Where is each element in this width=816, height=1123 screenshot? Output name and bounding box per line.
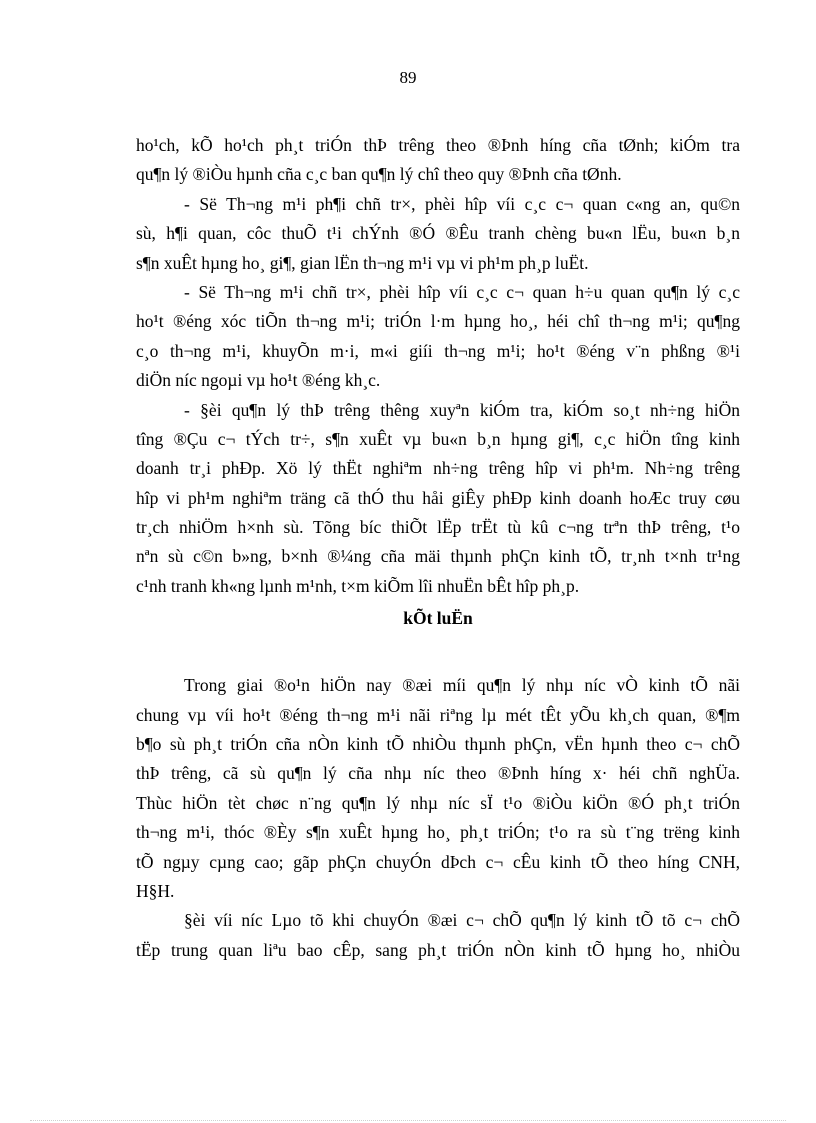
page-number: 89 (399, 68, 417, 87)
text-line: Trong giai ®o¹n hiÖn nay ®æi míi qu¶n lý nhµ níc vÒ kinh tÕ nãi (184, 675, 740, 696)
body-section-after-heading (136, 671, 740, 965)
text-line: doanh tr¸i phÐp. Xö lý thËt nghiªm nh÷ng trêng hîp vi ph¹m. Nh÷ng trêng (136, 458, 740, 479)
text-line: s¶n xuÊt hµng ho¸ gi¶, gian lËn th¬ng m¹i vµ vi ph¹m ph¸p luËt. (136, 252, 589, 273)
heading-spacer (136, 633, 740, 671)
text-line: - Së Th¬ng m¹i chñ tr×, phèi hîp víi c¸c c¬ quan h÷u quan qu¶n lý c¸c (184, 281, 740, 302)
text-line: qu¶n lý ®iÒu hµnh cña c¸c ban qu¶n lý chî theo quy ®Þnh cña tØnh. (136, 164, 622, 185)
paragraph (136, 671, 740, 906)
text-line: th¬ng m¹i, thóc ®Èy s¶n xuÊt hµng ho¸ ph¸t triÓn; t¹o ra sù t¨ng trëng kinh (136, 822, 740, 843)
text-line: H§H. (136, 880, 175, 901)
footer-divider (30, 1120, 786, 1121)
text-line: b¶o sù ph¸t triÓn cña nÒn kinh tÕ nhiÒu thµnh phÇn, vËn hµnh theo c¬ chÕ (136, 734, 740, 755)
paragraph (136, 278, 740, 396)
text-line: sù, h¶i quan, côc thuÕ t¹i chÝnh ®Ó ®Êu tranh chèng bu«n lËu, bu«n b¸n (136, 223, 740, 244)
body-section-before-heading (136, 131, 740, 601)
text-line: - §èi qu¶n lý thÞ trêng thêng xuyªn kiÓm tra, kiÓm so¸t nh÷ng hiÖn (184, 399, 740, 420)
text-line: nªn sù c©n b»ng, b×nh ®¼ng cña mäi thµnh phÇn kinh tÕ, tr¸nh t×nh tr¹ng (136, 546, 740, 567)
text-line: chung vµ víi ho¹t ®éng th¬ng m¹i nãi riªng lµ mét tÊt yÕu kh¸ch quan, ®¶m (136, 704, 740, 725)
text-line: c¸o th¬ng m¹i, khuyÕn m·i, m«i giíi th¬ng m¹i; ho¹t ®éng v¨n phßng ®¹i (136, 340, 740, 361)
paragraph (136, 396, 740, 602)
text-line: tËp trung quan liªu bao cÊp, sang ph¸t triÓn nÒn kinh tÕ hµng ho¸ nhiÒu (136, 939, 740, 960)
text-line: tîng ®Çu c¬ tÝch tr÷, s¶n xuÊt vµ bu«n b¸n hµng gi¶, c¸c hiÖn tîng kinh (136, 428, 740, 449)
text-line: ho¹ch, kÕ ho¹ch ph¸t triÓn thÞ trêng theo ®Þnh híng cña tØnh; kiÓm tra (136, 135, 740, 155)
paragraph (136, 190, 740, 278)
text-line: tr¸ch nhiÖm h×nh sù. Tõng bíc thiÕt lËp trËt tù kû c¬ng trªn thÞ trêng, t¹o (136, 517, 740, 538)
text-line: c¹nh tranh kh«ng lµnh m¹nh, t×m kiÕm lîi nhuËn bÊt hîp ph¸p. (136, 575, 580, 596)
text-line: thÞ trêng, cã sù qu¶n lý cña nhµ níc theo ®Þnh híng x· héi chñ nghÜa. (136, 763, 740, 784)
paragraph (136, 906, 740, 965)
section-heading: kÕt luËn (403, 608, 473, 629)
text-line: diÖn níc ngoµi vµ ho¹t ®éng kh¸c. (136, 370, 381, 391)
document-body (136, 131, 740, 965)
text-line: ho¹t ®éng xóc tiÕn th¬ng m¹i; triÓn l·m hµng ho¸, héi chî th¬ng m¹i; qu¶ng (136, 311, 740, 332)
text-line: Thùc hiÖn tèt chøc n¨ng qu¶n lý nhµ níc sÏ t¹o ®iÒu kiÖn ®Ó ph¸t triÓn (136, 792, 740, 813)
paragraph (136, 131, 740, 190)
text-line: - Së Th¬ng m¹i ph¶i chñ tr×, phèi hîp víi c¸c c¬ quan c«ng an, qu©n (184, 193, 740, 214)
text-line: §èi víi níc Lµo tõ khi chuyÓn ®æi c¬ chÕ qu¶n lý kinh tÕ tõ c¬ chÕ (184, 910, 740, 931)
text-line: hîp vi ph¹m nghiªm träng cã thÓ thu håi giÊy phÐp kinh doanh hoÆc truy cøu (136, 487, 740, 508)
text-line: tÕ ngµy cµng cao; gãp phÇn chuyÓn dÞch c¬ cÊu kinh tÕ theo híng CNH, (136, 851, 740, 872)
